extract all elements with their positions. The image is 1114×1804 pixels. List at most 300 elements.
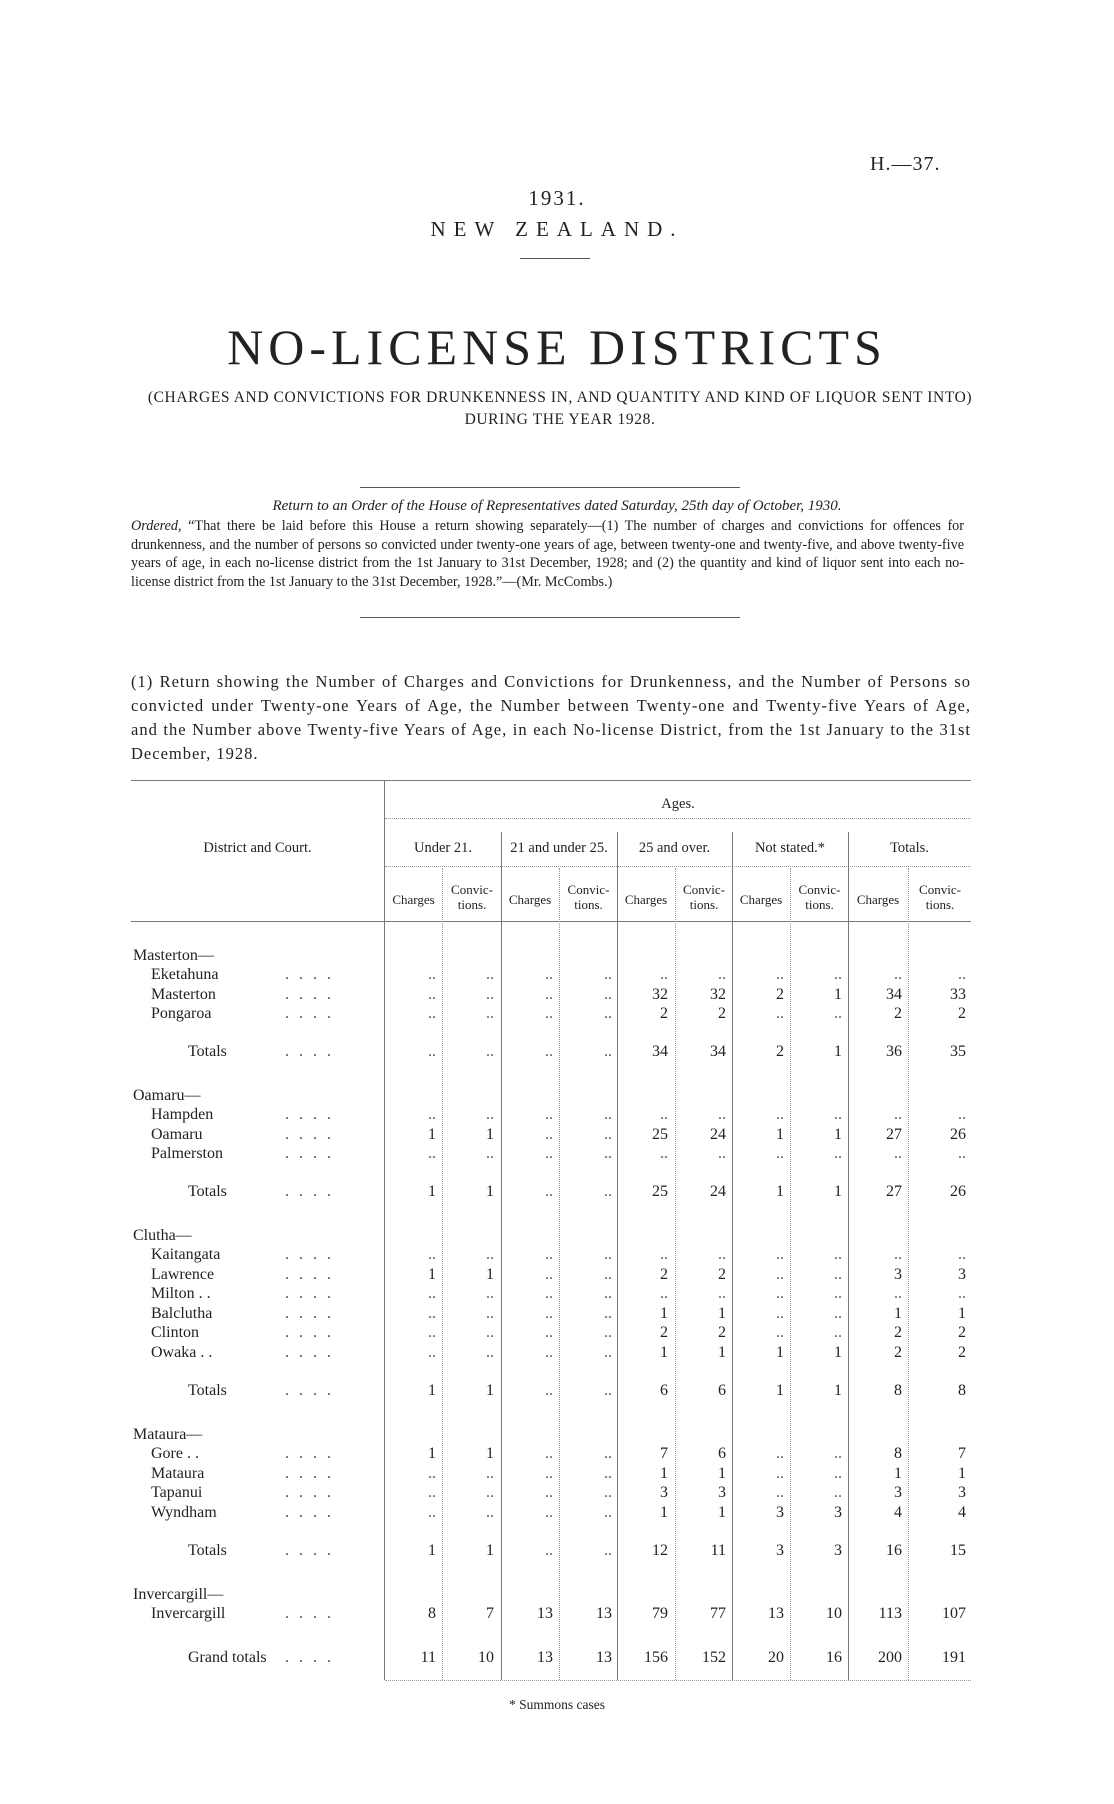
table-cell: .. (776, 1465, 784, 1482)
table-cell: .. (486, 1246, 494, 1263)
table-cell: 35 (950, 1043, 966, 1060)
group-header-under-21: Under 21. (414, 840, 472, 856)
table-cell: .. (604, 1382, 612, 1399)
totals-label: Totals (188, 1183, 227, 1200)
table-cell: 1 (834, 1344, 842, 1361)
table-cell: 1 (428, 1183, 436, 1200)
table-cell: .. (604, 1324, 612, 1341)
table-cell: .. (486, 1145, 494, 1162)
table-cell: .. (604, 1183, 612, 1200)
district-name: Mataura— (133, 1426, 203, 1443)
document-reference: H.—37. (870, 153, 941, 175)
table-cell: .. (604, 1344, 612, 1361)
court-name: Palmerston (151, 1145, 223, 1162)
table-cell: 1 (718, 1305, 726, 1322)
table-cell: 1 (486, 1126, 494, 1143)
table-cell: 2 (718, 1266, 726, 1283)
table-cell: 3 (834, 1542, 842, 1559)
court-name: Wyndham (151, 1504, 217, 1521)
table-cell: .. (545, 1005, 553, 1022)
table-cell: 8 (894, 1445, 902, 1462)
court-row (0, 1344, 1114, 1364)
dot-leader: . . . . (285, 1382, 334, 1399)
totals-row (0, 1183, 1114, 1203)
table-cell: .. (834, 1324, 842, 1341)
court-name: Owaka . . (151, 1344, 213, 1361)
table-cell: 13 (537, 1605, 553, 1622)
table-cell: 6 (660, 1382, 668, 1399)
table-cell: .. (545, 1285, 553, 1302)
table-cell: .. (834, 1285, 842, 1302)
court-name: Clinton (151, 1324, 200, 1341)
table-cell: 1 (486, 1382, 494, 1399)
order-paragraph (131, 517, 964, 591)
table-cell: .. (776, 1005, 784, 1022)
table-cell: 4 (958, 1504, 966, 1521)
court-name: Gore . . (151, 1445, 199, 1462)
table-cell: .. (428, 1106, 436, 1123)
dot-leader: . . . . (285, 1005, 334, 1022)
table-cell: .. (834, 1005, 842, 1022)
dot-leader: . . . . (285, 1649, 334, 1666)
ages-header: Ages. (661, 796, 695, 812)
table-cell: 2 (776, 986, 784, 1003)
table-cell: .. (428, 1246, 436, 1263)
dot-leader: . . . . (285, 1465, 334, 1482)
charges-subheader: Charges (508, 892, 552, 907)
table-cell: .. (428, 1484, 436, 1501)
table-cell: 1 (718, 1344, 726, 1361)
table-cell: 2 (660, 1266, 668, 1283)
table-cell: .. (486, 1285, 494, 1302)
table-cell: .. (718, 966, 726, 983)
table-cell: .. (894, 1285, 902, 1302)
table-cell: .. (604, 1145, 612, 1162)
table-cell: .. (660, 1106, 668, 1123)
convictions-subheader: Convic-tions. (919, 882, 961, 912)
header-bottom-rule (131, 921, 971, 922)
table-cell: 1 (660, 1344, 668, 1361)
table-cell: 2 (958, 1324, 966, 1341)
divider (520, 258, 590, 259)
dot-leader: . . . . (285, 1183, 334, 1200)
court-row (0, 1484, 1114, 1504)
table-cell: 3 (894, 1266, 902, 1283)
table-cell: .. (834, 1246, 842, 1263)
footnote: * Summons cases (509, 1697, 605, 1712)
table-cell: 1 (834, 1043, 842, 1060)
divider (360, 487, 740, 488)
court-name: Kaitangata (151, 1246, 221, 1263)
table-cell: 33 (950, 986, 966, 1003)
district-group-row (0, 947, 1114, 967)
table-cell: 34 (886, 986, 902, 1003)
table-cell: .. (958, 1145, 966, 1162)
table-cell: .. (604, 1445, 612, 1462)
order-label: Ordered, (131, 518, 182, 534)
table-cell: .. (545, 1504, 553, 1521)
table-cell: 1 (660, 1465, 668, 1482)
main-title: NO-LICENSE DISTRICTS (227, 319, 887, 375)
dot-leader: . . . . (285, 1344, 334, 1361)
table-cell: .. (545, 1266, 553, 1283)
dot-leader: . . . . (285, 1484, 334, 1501)
table-cell: .. (776, 1246, 784, 1263)
table-cell: .. (718, 1106, 726, 1123)
dot-leader: . . . . (285, 1266, 334, 1283)
table-cell: 3 (660, 1484, 668, 1501)
convictions-subheader: Convic-tions. (683, 882, 725, 912)
court-name: Balclutha (151, 1305, 213, 1322)
court-row (0, 1126, 1114, 1146)
table-cell: .. (428, 1344, 436, 1361)
table-cell: .. (958, 1285, 966, 1302)
court-row (0, 966, 1114, 986)
table-cell: .. (604, 1106, 612, 1123)
convictions-subheader: Convic-tions. (798, 882, 841, 912)
dot-leader: . . . . (285, 1106, 334, 1123)
table-cell: .. (604, 1043, 612, 1060)
table-cell: .. (604, 986, 612, 1003)
table-cell: .. (545, 986, 553, 1003)
table-cell: .. (718, 1145, 726, 1162)
divider (360, 617, 740, 618)
subtitle: (CHARGES AND CONVICTIONS FOR DRUNKENNESS IN, AND QUANTITY AND KIND OF LIQUOR SENT INTO) DURING THE YEAR 1928. (147, 389, 973, 428)
table-cell: 12 (652, 1542, 668, 1559)
table-cell: 8 (428, 1605, 436, 1622)
table-cell: 13 (596, 1649, 612, 1666)
table-cell: 6 (718, 1382, 726, 1399)
court-name: Lawrence (151, 1266, 215, 1283)
table-cell: .. (545, 1183, 553, 1200)
district-header: District and Court. (203, 840, 312, 856)
table-cell: .. (428, 1005, 436, 1022)
court-row (0, 1285, 1114, 1305)
table-cell: 13 (768, 1605, 784, 1622)
table-cell: .. (604, 1005, 612, 1022)
table-cell: .. (486, 1484, 494, 1501)
table-cell: .. (545, 1465, 553, 1482)
table-cell: .. (834, 966, 842, 983)
table-cell: .. (486, 1005, 494, 1022)
table-cell: 10 (478, 1649, 494, 1666)
table-cell: .. (776, 966, 784, 983)
table-cell: .. (958, 1106, 966, 1123)
table-cell: .. (428, 1504, 436, 1521)
court-row (0, 1605, 1114, 1625)
table-cell: 1 (486, 1266, 494, 1283)
table-cell: 25 (652, 1183, 668, 1200)
table-cell: .. (428, 1145, 436, 1162)
table-cell: .. (428, 1305, 436, 1322)
totals-row (0, 1649, 1114, 1669)
court-row (0, 1005, 1114, 1025)
footer-rule (385, 1680, 971, 1681)
table-cell: .. (776, 1106, 784, 1123)
table-cell: 32 (710, 986, 726, 1003)
table-cell: .. (486, 1324, 494, 1341)
dot-leader: . . . . (285, 1145, 334, 1162)
table-cell: .. (486, 966, 494, 983)
court-name: Milton . . (151, 1285, 211, 1302)
table-cell: 1 (428, 1445, 436, 1462)
table-cell: .. (894, 966, 902, 983)
table-cell: 1 (776, 1382, 784, 1399)
dot-leader: . . . . (285, 966, 334, 983)
table-cell: .. (545, 1382, 553, 1399)
table-cell: .. (604, 1465, 612, 1482)
dot-leader: . . . . (285, 1504, 334, 1521)
table-cell: 2 (660, 1005, 668, 1022)
table-cell: .. (834, 1445, 842, 1462)
table-cell: 1 (834, 986, 842, 1003)
table-cell: 77 (710, 1605, 726, 1622)
table-cell: 7 (958, 1445, 966, 1462)
table-cell: 7 (660, 1445, 668, 1462)
court-row (0, 1266, 1114, 1286)
document-year: 1931. (528, 186, 586, 210)
court-row (0, 1445, 1114, 1465)
table-cell: 2 (894, 1324, 902, 1341)
table-cell: .. (486, 986, 494, 1003)
table-cell: 1 (428, 1266, 436, 1283)
table-cell: .. (776, 1266, 784, 1283)
charges-subheader: Charges (392, 892, 435, 907)
table-cell: 13 (537, 1649, 553, 1666)
table-cell: 1 (894, 1305, 902, 1322)
table-cell: .. (894, 1145, 902, 1162)
table-cell: .. (834, 1145, 842, 1162)
court-name: Eketahuna (151, 966, 219, 983)
table-cell: 107 (942, 1605, 966, 1622)
table-cell: .. (604, 1305, 612, 1322)
table-cell: 3 (958, 1484, 966, 1501)
charges-subheader: Charges (856, 892, 900, 907)
table-cell: .. (545, 1126, 553, 1143)
table-cell: .. (545, 1145, 553, 1162)
table-cell: 1 (486, 1445, 494, 1462)
table-cell: .. (545, 1246, 553, 1263)
charges-subheader: Charges (739, 892, 783, 907)
table-cell: .. (545, 1324, 553, 1341)
section-heading: (1) Return showing the Number of Charges and Convictions for Drunkenness, and the Number of Persons so convicted under Twenty-one Years of Age, the Number between Twenty-one and Twenty-five Years of Age, and the Number above Twenty-five Years of Age, in each No-license District, from the 1st January to the 31st December, 1928. (131, 672, 971, 763)
court-row (0, 1106, 1114, 1126)
group-header-21-to-25: 21 and under 25. (510, 840, 608, 856)
table-cell: 34 (710, 1043, 726, 1060)
table-cell: 1 (660, 1504, 668, 1521)
table-cell: 27 (886, 1126, 902, 1143)
table-cell: 3 (834, 1504, 842, 1521)
table-cell: 3 (776, 1542, 784, 1559)
table-cell: 3 (958, 1266, 966, 1283)
court-name: Masterton (151, 986, 216, 1003)
table-cell: .. (604, 1266, 612, 1283)
table-cell: 16 (886, 1542, 902, 1559)
court-name: Oamaru (151, 1126, 203, 1143)
table-cell: .. (776, 1305, 784, 1322)
table-cell: .. (776, 1145, 784, 1162)
table-cell: 6 (718, 1445, 726, 1462)
table-cell: .. (428, 1324, 436, 1341)
table-cell: 1 (958, 1305, 966, 1322)
table-cell: 20 (768, 1649, 784, 1666)
table-cell: .. (545, 1445, 553, 1462)
table-cell: .. (428, 966, 436, 983)
dot-leader: . . . . (285, 1445, 334, 1462)
dot-leader: . . . . (285, 986, 334, 1003)
court-row (0, 1465, 1114, 1485)
table-cell: 36 (886, 1043, 902, 1060)
table-cell: .. (486, 1305, 494, 1322)
group-header-not-stated: Not stated.* (754, 840, 826, 856)
totals-row (0, 1043, 1114, 1063)
table-cell: 1 (776, 1126, 784, 1143)
table-cell: .. (486, 1106, 494, 1123)
table-cell: .. (660, 966, 668, 983)
order-text: “That there be laid before this House a return showing separately—(1) The number of charges and convictions for offences for drunkenness, and the number of persons so convicted under twenty-one years of age, between twenty-one and twenty-five, and above twenty-five years of age, in each no-license district from the 1st January to 31st December, 1928; and (2) the quantity and kind of liquor sent into each no-license district from the 1st January to the 31st December, 1928.”—(Mr. McCombs.) (131, 518, 964, 590)
table-cell: .. (660, 1246, 668, 1263)
table-cell: 200 (878, 1649, 902, 1666)
group-header-totals: Totals. (890, 840, 929, 856)
table-cell: .. (958, 966, 966, 983)
table-cell: .. (428, 1465, 436, 1482)
table-cell: .. (718, 1285, 726, 1302)
table-cell: 2 (660, 1324, 668, 1341)
totals-label: Totals (188, 1542, 227, 1559)
charges-subheader: Charges (624, 892, 668, 907)
table-cell: 1 (486, 1183, 494, 1200)
table-cell: 1 (834, 1126, 842, 1143)
table-cell: 27 (886, 1183, 902, 1200)
table-cell: 3 (776, 1504, 784, 1521)
table-cell: 1 (718, 1504, 726, 1521)
dot-leader: . . . . (285, 1324, 334, 1341)
court-row (0, 1504, 1114, 1524)
table-cell: .. (604, 1126, 612, 1143)
table-cell: .. (604, 1504, 612, 1521)
table-cell: 34 (652, 1043, 668, 1060)
table-cell: 2 (958, 1344, 966, 1361)
district-name: Invercargill— (133, 1586, 224, 1603)
district-group-row (0, 1426, 1114, 1446)
table-cell: 1 (894, 1465, 902, 1482)
table-cell: 1 (958, 1465, 966, 1482)
table-cell: .. (776, 1445, 784, 1462)
table-cell: .. (834, 1266, 842, 1283)
district-name: Masterton— (133, 947, 214, 964)
country-name: NEW ZEALAND. (430, 217, 684, 241)
table-cell: 11 (710, 1542, 726, 1559)
district-name: Clutha— (133, 1227, 192, 1244)
table-cell: 26 (950, 1126, 966, 1143)
district-group-row (0, 1586, 1114, 1606)
table-cell: 1 (776, 1183, 784, 1200)
district-name: Oamaru— (133, 1087, 201, 1104)
table-cell: .. (486, 1043, 494, 1060)
table-cell: 1 (776, 1344, 784, 1361)
dot-leader: . . . . (285, 1542, 334, 1559)
table-cell: 13 (596, 1605, 612, 1622)
dot-leader: . . . . (285, 1246, 334, 1263)
court-row (0, 1324, 1114, 1344)
table-cell: .. (545, 1106, 553, 1123)
table-cell: .. (958, 1246, 966, 1263)
table-cell: 1 (486, 1542, 494, 1559)
table-cell: .. (776, 1484, 784, 1501)
table-cell: .. (660, 1285, 668, 1302)
table-cell: 152 (702, 1649, 726, 1666)
table-cell: 24 (710, 1183, 726, 1200)
dot-leader: . . . . (285, 1126, 334, 1143)
table-cell: 1 (660, 1305, 668, 1322)
table-cell: .. (776, 1324, 784, 1341)
table-cell: 156 (644, 1649, 668, 1666)
table-cell: 2 (894, 1005, 902, 1022)
table-cell: 25 (652, 1126, 668, 1143)
table-cell: .. (428, 986, 436, 1003)
court-row (0, 1246, 1114, 1266)
ages-underline (385, 818, 971, 819)
table-cell: 1 (718, 1465, 726, 1482)
table-cell: 113 (878, 1605, 902, 1622)
table-cell: .. (834, 1106, 842, 1123)
table-cell: .. (834, 1305, 842, 1322)
convictions-subheader: Convic-tions. (451, 882, 493, 912)
table-cell: .. (545, 1043, 553, 1060)
table-cell: .. (660, 1145, 668, 1162)
district-group-row (0, 1087, 1114, 1107)
court-name: Mataura (151, 1465, 205, 1482)
totals-label: Totals (188, 1382, 227, 1399)
table-cell: .. (545, 1305, 553, 1322)
table-cell: .. (834, 1484, 842, 1501)
court-row (0, 1305, 1114, 1325)
table-cell: 1 (834, 1382, 842, 1399)
table-cell: .. (545, 1484, 553, 1501)
table-cell: 10 (826, 1605, 842, 1622)
table-cell: .. (776, 1285, 784, 1302)
table-cell: 1 (428, 1542, 436, 1559)
table-cell: 7 (486, 1605, 494, 1622)
table-cell: .. (894, 1106, 902, 1123)
table-cell: 1 (428, 1126, 436, 1143)
totals-label: Grand totals (188, 1649, 267, 1666)
table-cell: 32 (652, 986, 668, 1003)
table-cell: .. (604, 1484, 612, 1501)
table-cell: 4 (894, 1504, 902, 1521)
table-cell: .. (486, 1504, 494, 1521)
table-cell: 2 (718, 1324, 726, 1341)
totals-row (0, 1542, 1114, 1562)
table-cell: 3 (894, 1484, 902, 1501)
table-cell: .. (486, 1344, 494, 1361)
group-underline (385, 866, 971, 867)
table-cell: 1 (428, 1382, 436, 1399)
table-cell: .. (486, 1465, 494, 1482)
table-cell: 8 (894, 1382, 902, 1399)
dot-leader: . . . . (285, 1605, 334, 1622)
table-cell: .. (545, 1344, 553, 1361)
dot-leader: . . . . (285, 1305, 334, 1322)
table-cell: 2 (894, 1344, 902, 1361)
table-cell: .. (604, 1246, 612, 1263)
court-name: Tapanui (151, 1484, 203, 1501)
court-name: Pongaroa (151, 1005, 212, 1022)
table-cell: 3 (718, 1484, 726, 1501)
table-cell: .. (604, 1542, 612, 1559)
table-cell: 24 (710, 1126, 726, 1143)
court-name: Invercargill (151, 1605, 226, 1622)
